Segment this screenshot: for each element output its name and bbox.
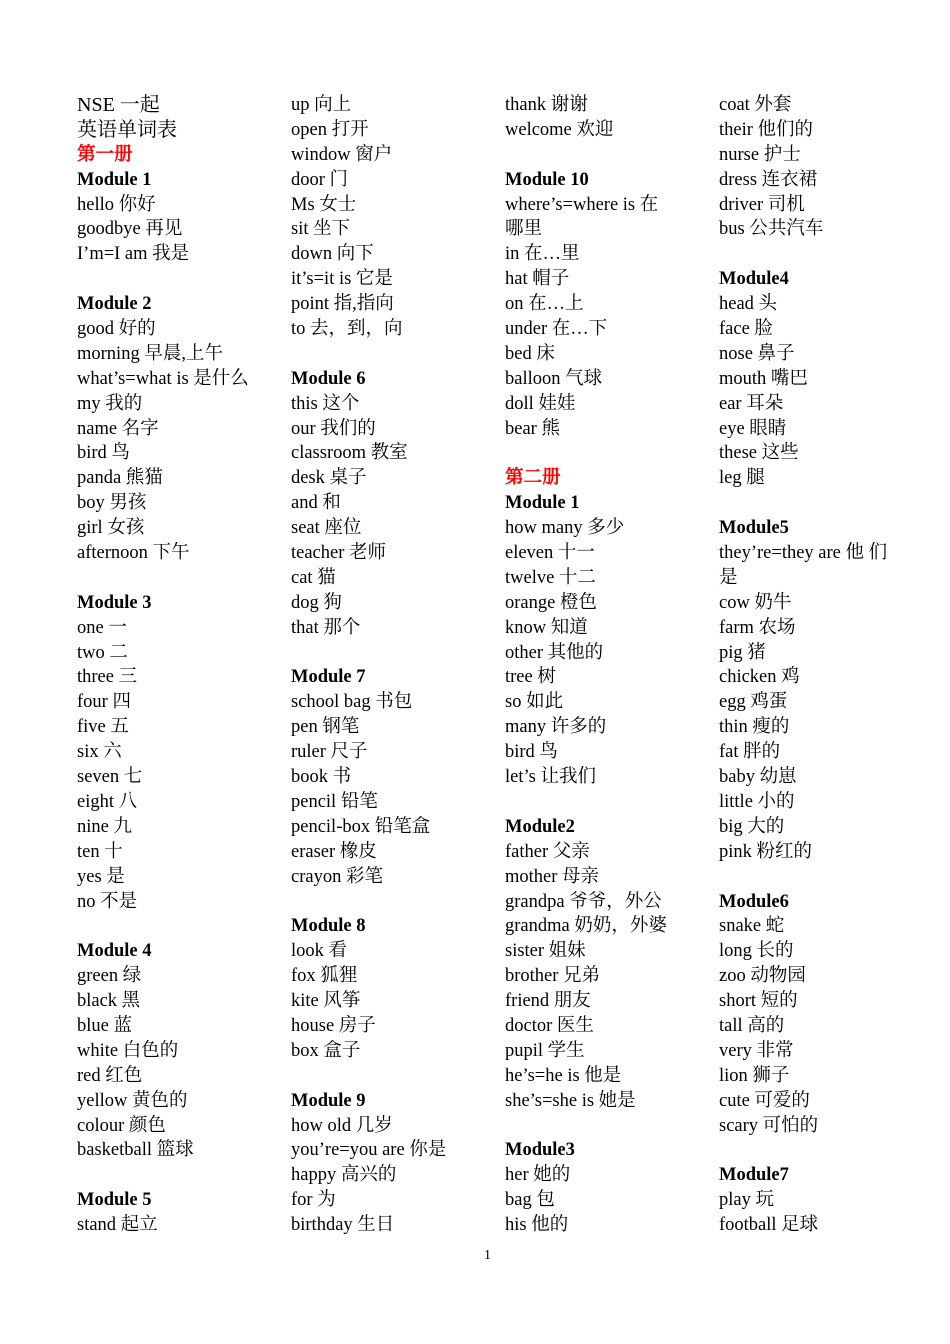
blank-line	[77, 914, 277, 939]
vocab-line: leg 腿	[719, 468, 765, 489]
vocab-line: kite 风筝	[291, 991, 361, 1012]
vocab-line: father 父亲	[505, 841, 590, 862]
vocab-line: long 长的	[719, 941, 794, 962]
vocab-line: so 如此	[505, 692, 564, 713]
vocab-line: their 他们的	[719, 119, 814, 140]
vocab-line: football 足球	[719, 1215, 819, 1236]
vocab-line: know 知道	[505, 617, 588, 638]
vocab-line: bus 公共汽车	[719, 219, 824, 240]
vocab-line: afternoon 下午	[77, 543, 190, 564]
module-heading: Module 5	[77, 1190, 152, 1211]
vocab-line: pink 粉红的	[719, 841, 813, 862]
vocab-line: big 大的	[719, 816, 785, 837]
vocab-line: driver 司机	[719, 194, 805, 215]
blank-line	[291, 1064, 491, 1089]
vocab-line: desk 桌子	[291, 468, 367, 489]
blank-line	[291, 890, 491, 915]
vocab-line: coat 外套	[719, 95, 792, 115]
vocab-line: sit 坐下	[291, 219, 351, 240]
vocab-line: blue 蓝	[77, 1015, 132, 1036]
module-heading: Module 1	[77, 169, 152, 190]
vocab-line: bear 熊	[505, 418, 560, 439]
module-heading: Module 8	[291, 916, 366, 937]
document-title: NSE 一起	[77, 94, 160, 116]
vocab-line: I’m=I am 我是	[77, 244, 190, 265]
vocab-line: fat 胖的	[719, 742, 781, 763]
vocab-line: eye 眼睛	[719, 418, 787, 439]
vocab-line: classroom 教室	[291, 443, 408, 464]
vocab-line: he’s=he is 他是	[505, 1065, 622, 1086]
volume-heading: 第一册	[77, 144, 133, 165]
vocab-line: hat 帽子	[505, 269, 570, 290]
vocab-line: bird 鸟	[505, 742, 558, 763]
vocab-line: orange 橙色	[505, 592, 597, 613]
vocab-line: that 那个	[291, 617, 361, 638]
module-heading: Module 6	[291, 368, 366, 389]
vocab-line: house 房子	[291, 1015, 376, 1036]
vocab-line: dress 连衣裙	[719, 169, 818, 190]
vocab-line: girl 女孩	[77, 518, 145, 539]
vocab-line: green 绿	[77, 966, 142, 987]
blank-line	[505, 441, 705, 466]
blank-line	[291, 641, 491, 666]
blank-line	[77, 267, 277, 292]
blank-line	[719, 242, 919, 267]
vocab-line: under 在…下	[505, 319, 608, 340]
module-heading: Module 9	[291, 1090, 366, 1111]
vocab-line: how many 多少	[505, 518, 625, 539]
vocab-line: door 门	[291, 169, 349, 190]
vocab-line: where’s=where is 在	[505, 194, 659, 215]
vocab-line: tree 树	[505, 667, 556, 688]
vocab-line: cow 奶牛	[719, 592, 792, 613]
vocab-line: school bag 书包	[291, 692, 413, 713]
module-heading: Module 4	[77, 941, 152, 962]
vocab-line: my 我的	[77, 393, 143, 414]
vocab-line: she’s=she is 她是	[505, 1090, 636, 1111]
vocab-line: snake 蛇	[719, 916, 785, 937]
vocab-line: his 他的	[505, 1215, 569, 1236]
vocab-line: bag 包	[505, 1190, 555, 1211]
vocab-line: welcome 欢迎	[505, 119, 614, 140]
vocab-line: pupil 学生	[505, 1040, 585, 1061]
vocab-line: cat 猫	[291, 567, 336, 588]
vocab-line: three 三	[77, 667, 138, 688]
vocab-line: pen 钢笔	[291, 717, 360, 738]
vocab-line: play 玩	[719, 1190, 774, 1211]
vocab-line: black 黑	[77, 991, 141, 1012]
vocab-line: to 去，到，向	[291, 319, 403, 340]
vocab-line: brother 兄弟	[505, 966, 601, 987]
vocab-line: they’re=they are 他 们	[719, 543, 888, 564]
vocab-line: six 六	[77, 742, 122, 763]
volume-heading: 第二册	[505, 468, 561, 489]
vocab-line: dog 狗	[291, 592, 342, 613]
document-title: 英语单词表	[77, 118, 177, 141]
vocab-line: eight 八	[77, 791, 138, 812]
vocab-line: boy 男孩	[77, 493, 147, 514]
vocab-line: little 小的	[719, 791, 795, 812]
vocab-line: window 窗户	[291, 144, 393, 165]
column-4	[719, 93, 919, 1238]
vocab-line: lion 狮子	[719, 1065, 790, 1086]
vocab-line: yellow 黄色的	[77, 1090, 188, 1111]
vocab-line: box 盒子	[291, 1040, 361, 1061]
vocab-line: stand 起立	[77, 1215, 158, 1236]
vocab-line: ruler 尺子	[291, 742, 368, 763]
vocab-line: these 这些	[719, 443, 799, 464]
vocab-line: look 看	[291, 941, 348, 962]
vocab-line: our 我们的	[291, 418, 376, 439]
vocab-line: morning 早晨,上午	[77, 343, 223, 364]
vocab-line: twelve 十二	[505, 567, 596, 588]
vocab-line: scary 可怕的	[719, 1115, 819, 1136]
vocab-line: doctor 医生	[505, 1015, 594, 1036]
vocab-line: four 四	[77, 692, 131, 713]
vocab-line: doll 娃娃	[505, 393, 576, 414]
vocab-line: on 在…上	[505, 294, 584, 315]
vocab-line: farm 农场	[719, 617, 796, 638]
vocab-line: yes 是	[77, 866, 125, 887]
blank-line	[291, 342, 491, 367]
vocab-line: egg 鸡蛋	[719, 692, 788, 713]
vocab-line: tall 高的	[719, 1015, 785, 1036]
column-1	[77, 93, 277, 1238]
vocab-line: thin 瘦的	[719, 717, 790, 738]
vocab-line: eleven 十一	[505, 543, 595, 564]
vocab-line: grandpa 爷爷，外公	[505, 891, 662, 912]
vocab-line: how old 几岁	[291, 1115, 393, 1136]
vocab-line: pig 猪	[719, 642, 766, 663]
vocab-line: bird 鸟	[77, 443, 130, 464]
vocab-line: thank 谢谢	[505, 95, 588, 115]
module-heading: Module4	[719, 269, 789, 290]
vocab-line: you’re=you are 你是	[291, 1140, 447, 1161]
module-heading: Module 3	[77, 592, 152, 613]
vocab-line: birthday 生日	[291, 1215, 395, 1236]
vocab-line: hello 你好	[77, 194, 156, 215]
vocab-line: many 许多的	[505, 717, 607, 738]
blank-line	[77, 1163, 277, 1188]
vocab-line: name 名字	[77, 418, 159, 439]
vocab-line: goodbye 再见	[77, 219, 183, 240]
vocab-line: ten 十	[77, 841, 123, 862]
vocab-line: other 其他的	[505, 642, 604, 663]
vocab-line: red 红色	[77, 1065, 143, 1086]
vocab-line: teacher 老师	[291, 543, 387, 564]
vocab-line: friend 朋友	[505, 991, 591, 1012]
vocab-line: book 书	[291, 767, 352, 788]
vocab-line: very 非常	[719, 1040, 794, 1061]
vocab-line: no 不是	[77, 891, 138, 912]
vocab-line: happy 高兴的	[291, 1165, 397, 1186]
blank-line	[505, 790, 705, 815]
vocab-line: point 指,指向	[291, 294, 394, 315]
vocab-line: white 白色的	[77, 1040, 179, 1061]
module-heading: Module6	[719, 891, 789, 912]
page-number: 1	[484, 1248, 491, 1263]
module-heading: Module 10	[505, 169, 589, 190]
blank-line	[505, 1114, 705, 1139]
vocab-line: head 头	[719, 294, 778, 315]
vocab-line: ear 耳朵	[719, 393, 784, 414]
vocab-line: colour 颜色	[77, 1115, 166, 1136]
vocab-line: short 短的	[719, 991, 798, 1012]
blank-line	[505, 143, 705, 168]
vocab-line: and 和	[291, 493, 341, 514]
blank-line	[719, 865, 919, 890]
column-2	[291, 93, 491, 1238]
vocab-line: open 打开	[291, 119, 369, 140]
vocab-line: it’s=it is 它是	[291, 269, 393, 290]
vocab-line: zoo 动物园	[719, 966, 806, 987]
vocab-line: for 为	[291, 1190, 336, 1211]
vocab-line: nose 鼻子	[719, 343, 795, 364]
vocab-line: pencil-box 铅笔盒	[291, 816, 431, 837]
vocab-line: 哪里	[505, 219, 543, 240]
module-heading: Module2	[505, 816, 575, 837]
vocab-line: Ms 女士	[291, 194, 357, 215]
vocab-line: this 这个	[291, 393, 360, 414]
module-heading: Module3	[505, 1140, 575, 1161]
vocab-line: panda 熊猫	[77, 468, 163, 489]
vocab-line: pencil 铅笔	[291, 791, 378, 812]
vocab-line: grandma 奶奶，外婆	[505, 916, 667, 937]
vocab-line: sister 姐妹	[505, 941, 586, 962]
vocab-line: fox 狐狸	[291, 966, 358, 987]
vocab-line: chicken 鸡	[719, 667, 800, 688]
vocab-line: basketball 篮球	[77, 1140, 194, 1161]
module-heading: Module 7	[291, 667, 366, 688]
vocab-line: cute 可爱的	[719, 1090, 810, 1111]
vocab-line: seven 七	[77, 767, 143, 788]
vocab-line: balloon 气球	[505, 368, 603, 389]
vocab-line: in 在…里	[505, 244, 580, 265]
column-3	[505, 93, 705, 1238]
vocab-line: up 向上	[291, 95, 352, 115]
vocab-line: what’s=what is 是什么	[77, 368, 249, 389]
blank-line	[719, 1138, 919, 1163]
vocab-line: 是	[719, 567, 738, 588]
vocab-line: crayon 彩笔	[291, 866, 383, 887]
vocab-line: let’s 让我们	[505, 767, 596, 788]
blank-line	[719, 491, 919, 516]
vocab-line: eraser 橡皮	[291, 841, 377, 862]
vocab-line: seat 座位	[291, 518, 362, 539]
module-heading: Module7	[719, 1165, 789, 1186]
vocab-line: baby 幼崽	[719, 767, 797, 788]
module-heading: Module 2	[77, 294, 152, 315]
vocab-line: nurse 护士	[719, 144, 801, 165]
vocab-line: one 一	[77, 617, 127, 638]
vocab-line: bed 床	[505, 343, 555, 364]
vocab-line: five 五	[77, 717, 129, 738]
module-heading: Module 1	[505, 493, 580, 514]
vocab-line: mother 母亲	[505, 866, 600, 887]
vocab-line: two 二	[77, 642, 128, 663]
vocab-line: nine 九	[77, 816, 132, 837]
vocab-line: down 向下	[291, 244, 374, 265]
vocab-line: mouth 嘴巴	[719, 368, 808, 389]
blank-line	[77, 566, 277, 591]
vocab-line: her 她的	[505, 1165, 571, 1186]
vocab-line: face 脸	[719, 319, 773, 340]
vocab-line: good 好的	[77, 319, 156, 340]
module-heading: Module5	[719, 518, 789, 539]
